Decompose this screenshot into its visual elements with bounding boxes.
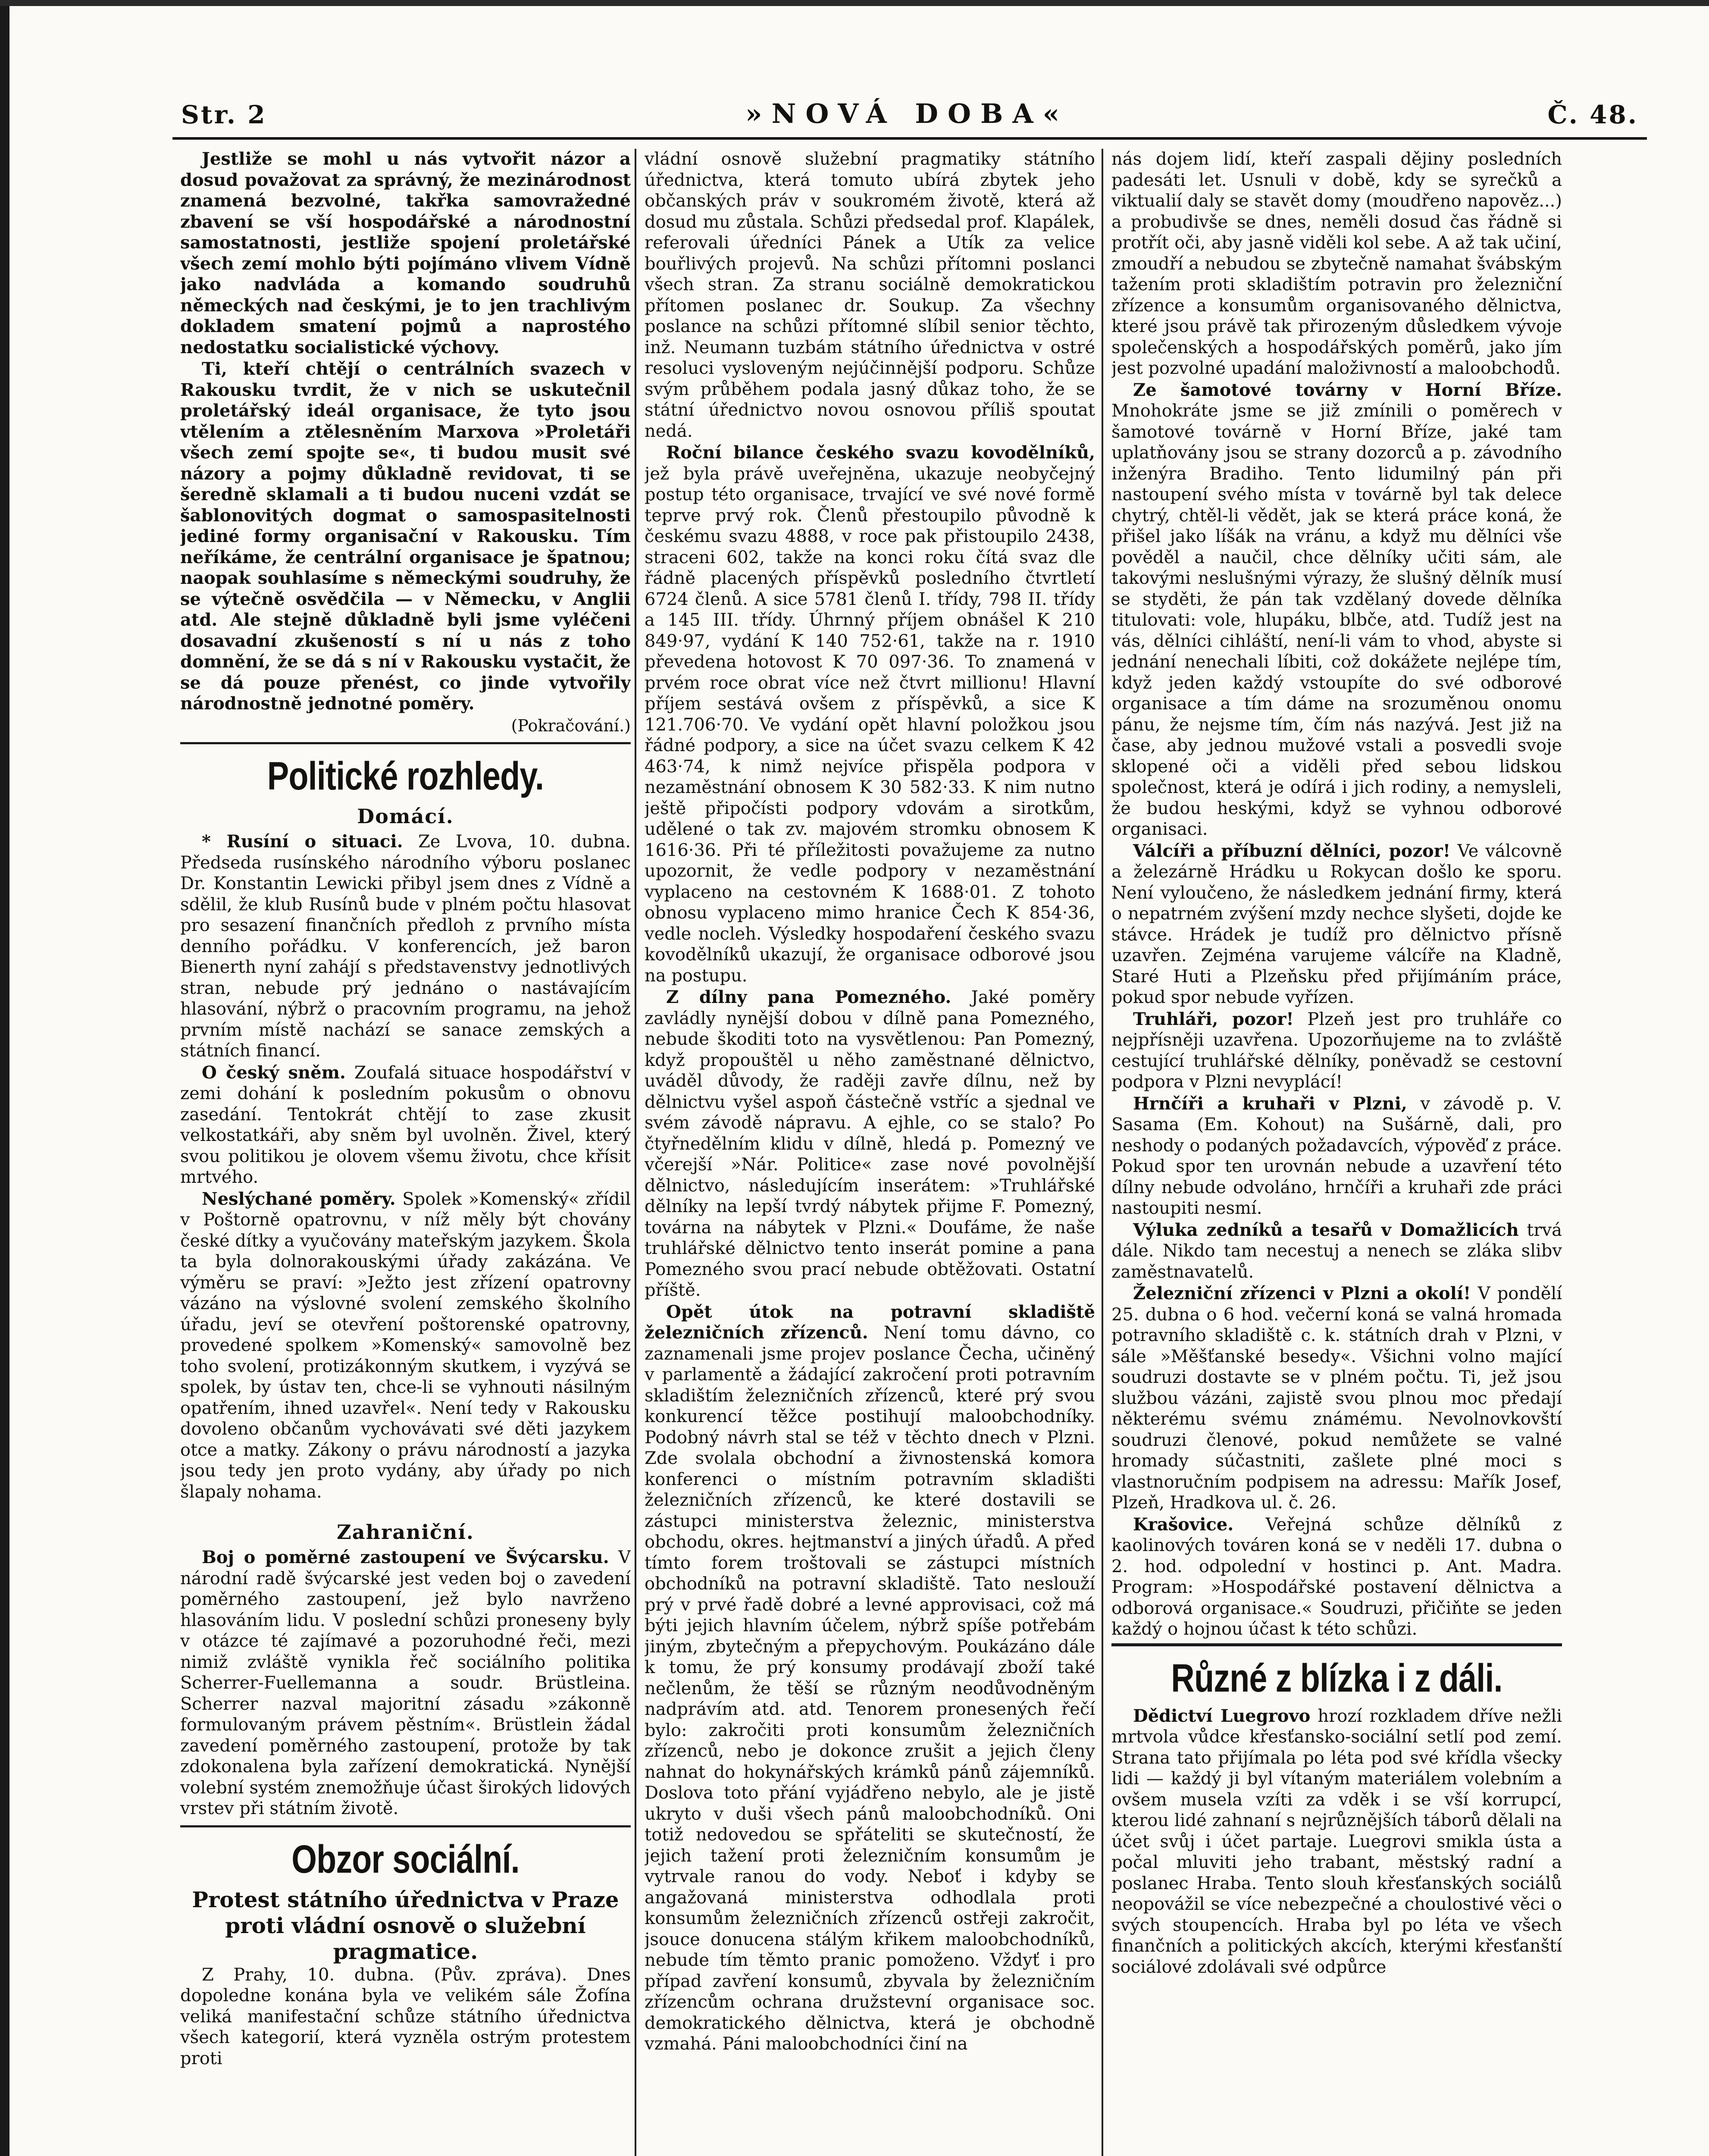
newspaper-title: »NOVÁ DOBA«: [745, 98, 1069, 129]
divider: [180, 742, 631, 744]
news-item: [1111, 1009, 1562, 1093]
item-title: O český sněm.: [202, 1062, 346, 1083]
divider: [180, 1825, 631, 1827]
item-text: jež byla právě uveřejněna, ukazuje neobyčejný postup této organisace, trvající ve své nové formě teprve prvý rok. Členů přestoupilo původně k českému svazu 4888, v roce pak přistoupilo 2438, straceni 602, takže na konci roku čítá svaz dle řádně placených příspěvků posledního čtvrtletí 6724 členů. A sice 5781 členů I. třídy, 798 II. třídy a 145 III. třídy. Úhrnný příjem obnášel K 210 849·97, vydání K 140 752·61, takže na r. 1910 převedena hotovost K 70 097·36. To znamená v prvém roce obrat více než čtvrt millionu! Hlavní příjem sestává ovšem z příspěvků, a sice K 121.706·70. Ve vydání opět hlavní položkou jsou řádné podpory, a sice na účet svazu celkem K 42 463·74, k nimž nejvíce přispěla podpora v nezaměstnání obnosem K 30 582·33. K nim nutno ještě připočísti podpory vdovám a sirotkům, udělené o tak zv. majovém stromku obnosem K 1616·36. Při té příležitosti považujeme za nutno upozornit, že vedle podpory v nezaměstnání vyplaceno na cestovném K 1688·01. Z tohoto obnosu vyplaceno mimo hranice Čech K 854·36, vedle nocleh. Výsledky hospodaření českého svazu kovodělníků ukazují, že organisace odborové jsou na postupu.: [645, 464, 1095, 986]
item-title: Ze šamotové továrny v Horní Bříze.: [1133, 379, 1562, 400]
subsection-heading: Zahraniční.: [337, 1520, 474, 1544]
item-title: Protest státního úřednictva v Praze proti vládní osnově o služební pragmatice.: [192, 1887, 619, 1964]
column-1: [180, 149, 631, 2156]
news-item: [1111, 841, 1562, 1008]
news-item: [1111, 1706, 1562, 1978]
item-text: Není tomu dávno, co zaznamenali jsme projev poslance Čecha, učiněný v parlamentě a žádající zakročení proti potravním skladištím železničních zřízenců, které prý svou konkurencí těžce postihují maloobchodníky. Podobný návrh stal se též v těchto dnech v Plzni. Zde svolala obchodní a živnostenská komora konferenci o místním potravním skladišti železničních zřízenců, ke které dostavili se zástupci ministerstva železnic, ministerstva obchodu, okres. hejtmanství a jiných úřadů. A před tímto forem troštovali se zástupci místních obchodníků na potravní skladiště. Tato neslouží prý v prvé řadě dobré a levné approvisaci, což má býti jejich hlavním účelem, nýbrž spíše potřebám jiným, zbytečným a přepychovým. Poukázáno dále k tomu, že prý konsumy prodávají zboží také nečlenům, že těší se různým neodůvodněným nadprávím atd. atd. Tenorem pronesených řečí bylo: zakročiti proti konsumům železničních zřízenců, nebo je dokonce zrušit a jejich členy nahnat do hokynářských krámků pánů zájemníků. Doslova toto přání vyjádřeno nebylo, ale je jistě ukryto v duši všech pánů maloobchodníků. Oni totiž nedovedou se spřáteliti se skutečností, že jejich tažení proti železničním konsumům je vytrvale ranou do vody. Neboť i kdyby se angažovaná ministerstva odhodlala proti konsumům železničních zřízenců ostřeji zakročit, jsouce donucena stálým křikem maloobchodníků, nebude tím těmto pranic pomoženo. Vždyť i pro případ zavření konsumů, zbyvala by železničním zřízencům ochrana družstevní organisace soc. demokratického dělnictva, která je obchodně vzmahá. Páni maloobchodníci činí na: [645, 1323, 1095, 2054]
item-text: v závodě p. V. Sasama (Em. Kohout) na Sušárně, dali, pro neshody o podaných požadavcích, výpověď z práce. Pokud spor ten urovnán nebude a uzavření této dílny nebude odvoláno, hrnčíři a kruhaři zde práci nastoupiti nesmí.: [1111, 1094, 1562, 1218]
news-item: [645, 987, 1095, 1301]
column-3: [1111, 149, 1562, 2156]
item-text: Mnohokráte jsme se již zmínili o poměrech v šamotové továrně v Horní Bříze, jaké tam uplatňovány jsou se strany dozorců a p. závodního inženýra Bradiho. Tento lidumilný pán při nastoupení svého místa v továrně byl tak delece chytrý, chtěl-li vědět, jak se která práce koná, že přišel jako líšák na vránu, a když mu dělníci vše pověděl a naučil, chce dělníky učiti sám, ale takovými neslušnými výrazy, že slušný dělník musí se styděti, že pán tak vzdělaný dovede dělníka titulovati: vole, hlupáku, blbče, atd. Tudíž jest na vás, dělníci cihláští, není-li vám to vhod, abyste si jednání nenechali líbiti, což dokážete nejlépe tím, když jeden každý vstoupíte do své odborové organisace a tím dáme na srozuměnou onomu pánu, že nejsme tím, čím nás nazývá. Jest již na čase, aby jednou mužové vstali a posvedli svoje sklopené oči a viděli před sebou lidskou společnost, která je odírá i jich rodiny, a nemysleli, že budou heskými, když se vyhnou odborové organisaci.: [1111, 401, 1562, 839]
item-text: hrozí rozkladem dříve nežli mrtvola vůdce křesťansko-sociální setlí pod zemí. Strana tato přijímala po léta pod své křídla všecky lidi — každý ji byl vítaným materiálem volebním a ovšem musela vzíti za vděk i se vší korrupcí, kterou lidé zahnaní s nejrůznějších táborů dělali na účet svůj i účet partaje. Luegrovi smikla ústa a počal mluviti jeho trabant, městský radní a poslanec Hraba. Tento slouh křesťanských sociálů neopovážil se více nebezpečné a choulostivé věci o svých stoupencích. Hraba byl po léta ve všech finančních a politických akcích, kterými křesťanští sociálové zdolávali své odpůrce: [1111, 1706, 1562, 1977]
item-text: Z Prahy, 10. dubna. (Pův. zpráva). Dnes dopoledne konána byla ve velikém sále Žofína veliká manifestační schůze státního úřednictva všech kategorií, která vyzněla ostrým protestem proti: [180, 1965, 631, 2068]
item-title: Truhláři, pozor!: [1133, 1009, 1294, 1029]
subsection-heading: Domácí.: [357, 805, 454, 828]
scan-edge-top: [0, 0, 1709, 6]
item-title: Z dílny pana Pomezného.: [666, 987, 952, 1007]
issue-number: Č. 48.: [1547, 100, 1638, 129]
item-title: Neslýchané poměry.: [202, 1188, 396, 1209]
news-item: [645, 1302, 1095, 2055]
news-item: [1111, 380, 1562, 840]
item-title: Dědictví Luegrovo: [1133, 1705, 1311, 1726]
news-item: [1111, 1283, 1562, 1514]
masthead: [181, 88, 1638, 129]
news-item: [180, 1062, 631, 1188]
item-title: Opět útok na potravní skladiště železničních zřízenců.: [645, 1301, 1095, 1343]
news-item: [180, 831, 631, 1062]
item-title: Boj o poměrné zastoupení ve Švýcarsku.: [202, 1547, 609, 1567]
masthead-rule: [172, 137, 1647, 140]
scan-edge: [0, 0, 9, 2156]
news-item: [180, 1189, 631, 1503]
news-item: [1111, 1094, 1562, 1219]
item-title: Roční bilance českého svazu kovodělníků,: [666, 442, 1095, 463]
item-text: nás dojem lidí, kteří zaspali dějiny posledních padesáti let. Usnuli v době, kdy se syrečků a viktualií daly se stavět domy (moudřeno napověz...) a probudivše se dnes, neměli dosud čas řádně si protřít oči, aby jasně viděli kol sebe. A až tak učiní, zmoudří a nebudou se zbytečně namahat švábským tažením proti skladištím potravin pro železniční zřízence a konsumům organisovaného dělnictva, které jsou právě tak přirozeným důsledkem vývoje společenských a hospodářských poměrů, jako jím jest pozvolné upadání maloživností a maloobchodů.: [1111, 149, 1562, 378]
article-text: Ti, kteří chtějí o centrálních svazech v Rakousku tvrdit, že v nich se uskutečnil proletářský ideál organisace, že tyto jsou vtělením a ztělesněním Marxova »Proletáři všech zemí spojte se«, ti budou musit své názory a pojmy důkladně revidovat, ti se šeredně sklamali a ti budou nuceni vzdát se šablonovitých dogmat o samospasitelnosti jediné formy organisační v Rakousku. Tím neříkáme, že centrální organisace je špatnou; naopak souhlasíme s německými soudruhy, že se výtečně osvědčila — v Německu, v Anglii atd. Ale stejně důkladně byli jsme vyléčeni dosavadní zkušeností s ní u nás z toho domnění, že se dá s ní v Rakousku vystačit, že se dá pouze přenést, co jinde vytvořily národnostně jednotné poměry.: [180, 359, 631, 714]
article-text: Jestliže se mohl u nás vytvořit názor a dosud považovat za správný, že mezinárodnost znamená bezvolné, takřka samovražedné zbavení se vší hospodářské a národnostní samostatnosti, jestliže spojení proletářské všech zemí mohlo býti pojímáno vlivem Vídně jako nadvláda a komando soudruhů německých nad českými, je to jen trachlivým dokladem smatení pojmů a naprostého nedostatku socialistické výchovy.: [180, 149, 631, 357]
item-text: Zoufalá situace hospodářství v zemi dohání k posledním pokusům o obnovu zasedání. Tentokrát chtějí to zase zkusit velkostatkáři, aby sněm byl uvolněn. Živel, který svou politikou je olovem všemu životu, chce křísit mrtvého.: [180, 1062, 631, 1187]
item-title: Krašovice.: [1133, 1514, 1234, 1535]
continuation-note: (Pokračování.): [511, 716, 631, 735]
news-item: [645, 442, 1095, 986]
column-2: [645, 149, 1095, 2156]
item-text: vládní osnově služební pragmatiky státního úřednictva, která tomuto ubírá zbytek jeho občanských práv v soukromém životě, která až dosud mu zůstala. Schůzi předsedal prof. Klapálek, referovali úředníci Pánek a Utík za velice bouřlivých projevů. Na schůzi přítomni poslanci všech stran. Za stranu sociálně demokratickou přítomen poslanec dr. Soukup. Za všechny poslance na schůzi přítomné slíbil senior těchto, inž. Neumann tuzbám státního úřednictva v ostré resoluci vysloveným nejúčinnější podporu. Schůze svým průběhem podala jasný důkaz toho, že se státní úřednictvo novou osnovou příliš spoutat nedá.: [645, 149, 1095, 441]
item-text: Ze Lvova, 10. dubna. Předseda rusínského národního výboru poslanec Dr. Konstantin Lewicki přibyl jsem dnes z Vídně a sdělil, že klub Rusínů bude v plném počtu hlasovat pro sesazení finančních předloh z prvního místa denního pořádku. V konferencích, jež baron Bienerth nyní zahájí s představenstvy jednotlivých stran, nebude prý jednáno o nastávajícím hlasování, nýbrž o pracovním programu, na jehož prvním místě nachází se sanace zemských a státních financí.: [180, 832, 631, 1061]
news-item: [1111, 1220, 1562, 1283]
divider: [1111, 1643, 1562, 1646]
item-text: Spolek »Komenský« zřídil v Poštorně opatrovnu, v níž měly být chovány české dítky a vyučovány mateřským jazykem. Škola ta byla dolnorakouskými úřady zakázána. Ve výměru se praví: »Ježto jest zřízení opatrovny vázáno na výslovné svolení zemského školního úřadu, jeví se otevření poštorenské opatrovny, provedené spolkem »Komenský« samovolně bez toho svolení, protizákonným skutkem, i vyzývá se spolek, by ústav ten, chce-li se vyhnouti násilným opatřením, ihned uzavřel«. Není tedy v Rakousku dovoleno občanům vychovávati své děti jazykem otce a matky. Zákony o právu národností a jazyka jsou tedy jen proto vydány, aby úřady po nich šlapaly nohama.: [180, 1189, 631, 1502]
item-title: Válcíři a příbuzní dělníci, pozor!: [1133, 840, 1451, 861]
item-title: Železniční zřízenci v Plzni a okolí!: [1133, 1283, 1471, 1304]
news-item: [1111, 1514, 1562, 1640]
news-item: [180, 1547, 631, 1819]
item-text: Ve válcovně a železárně Hrádku u Rokycan došlo ke sporu. Není vyloučeno, že následkem jednání firmy, která o nepatrném zvýšení mzdy nechce slyšeti, dojde ke stávce. Hrádek je tudíž pro dělnictvo přísně uzavřen. Zejména varujeme válcíře na Kladně, Staré Huti a Plzeňsku před přijímáním práce, pokud spor nebude vyřízen.: [1111, 841, 1562, 1007]
page-label: Str. 2: [181, 100, 267, 129]
item-title: * Rusíní o situaci.: [202, 831, 403, 852]
item-title: Hrnčíři a kruhaři v Plzni,: [1133, 1093, 1407, 1114]
section-heading: Politické rozhledy.: [267, 754, 544, 798]
item-text: V pondělí 25. dubna o 6 hod. večerní koná se valná hromada potravního skladiště c. k. státních drah v Plzni, v sále »Měšťanské besedy«. Všichni volno mající soudruzi dostavte se v plném počtu. Ti, jež jsou službou vázáni, zajistě svou plnou moc předají některému svému známému. Nevolnovkovští soudruzi členové, pokud nemůžete se valné hromady súčastniti, zašlete plné moci s vlastnoručním podpisem na adressu: Mařík Josef, Plzeň, Hradkova ul. č. 26.: [1111, 1284, 1562, 1513]
column-rule: [1102, 149, 1103, 2156]
item-text: Veřejná schůze dělníků z kaolinových továren koná se v neděli 17. dubna o 2. hod. odpolední v hostinci p. Ant. Madra. Program: »Hospodářské postavení dělnictva a odborová organisace.« Soudruzi, přičiňte se jeden každý o hojnou účast k této schůzi.: [1111, 1514, 1562, 1639]
item-text: V národní radě švýcarské jest veden boj o zavedení poměrného zastoupení, jež bylo navrženo hlasováním lidu. V poslední schůzi proneseny byly v otázce té zajímavé a pozoruhodné řeči, mezi nimiž zvláště vynikla řeč sociálního politika Scherrer-Fuellemanna a soudr. Brüstleina. Scherrer nazval majoritní zásadu »zákonně formulovaným právem pěstním«. Brüstlein žádal zavedení poměrného zastoupení, protože by tak zdokonalena byla zařízení demokratická. Nynější volební systém znemožňuje účast širokých lidových vrstev při státním životě.: [180, 1548, 631, 1818]
item-text: trvá dále. Nikdo tam necestuj a nenech se zláka slibv zaměstnavatelů.: [1111, 1220, 1562, 1282]
section-heading: Obzor sociální.: [291, 1837, 520, 1881]
column-rule: [635, 149, 636, 2156]
item-text: Jaké poměry zavládly nynější dobou v dílně pana Pomezného, nebude škoditi toto na vysvětlenou: Pan Pomezný, když propouštěl u něho zaměstnané dělnictvo, uváděl důvody, že raději zavře dílnu, než by dělnictvu vyšel aspoň částečně vstříc a sjednal ve svém závodě nápravu. A ejhle, co se stalo? Po čtyřnedělním klidu v dílně, hledá p. Pomezný ve včerejší »Nár. Politice« zase nové povolnější dělnictvo, následujícím inserátem: »Truhlářské dělníky na lepší tvrdý nábytek přijme F. Pomezný, továrna na nábytek v Plzni.« Doufáme, že naše truhlářské dělnictvo tento inserát pomine a pana Pomezného svou prací nebude obtěžovati. Ostatní příště.: [645, 987, 1095, 1300]
section-heading: Různé z blízka i z dáli.: [1171, 1656, 1502, 1700]
item-title: Výluka zedníků a tesařů v Domažlicích: [1133, 1219, 1519, 1240]
item-text: Plzeň jest pro truhláře co nejpřísněji uzavřena. Upozorňujeme na to zvláště cestující truhlářské dělníky, poněvadž se cestovní podpora v Plzni nevyplácí!: [1111, 1009, 1562, 1092]
